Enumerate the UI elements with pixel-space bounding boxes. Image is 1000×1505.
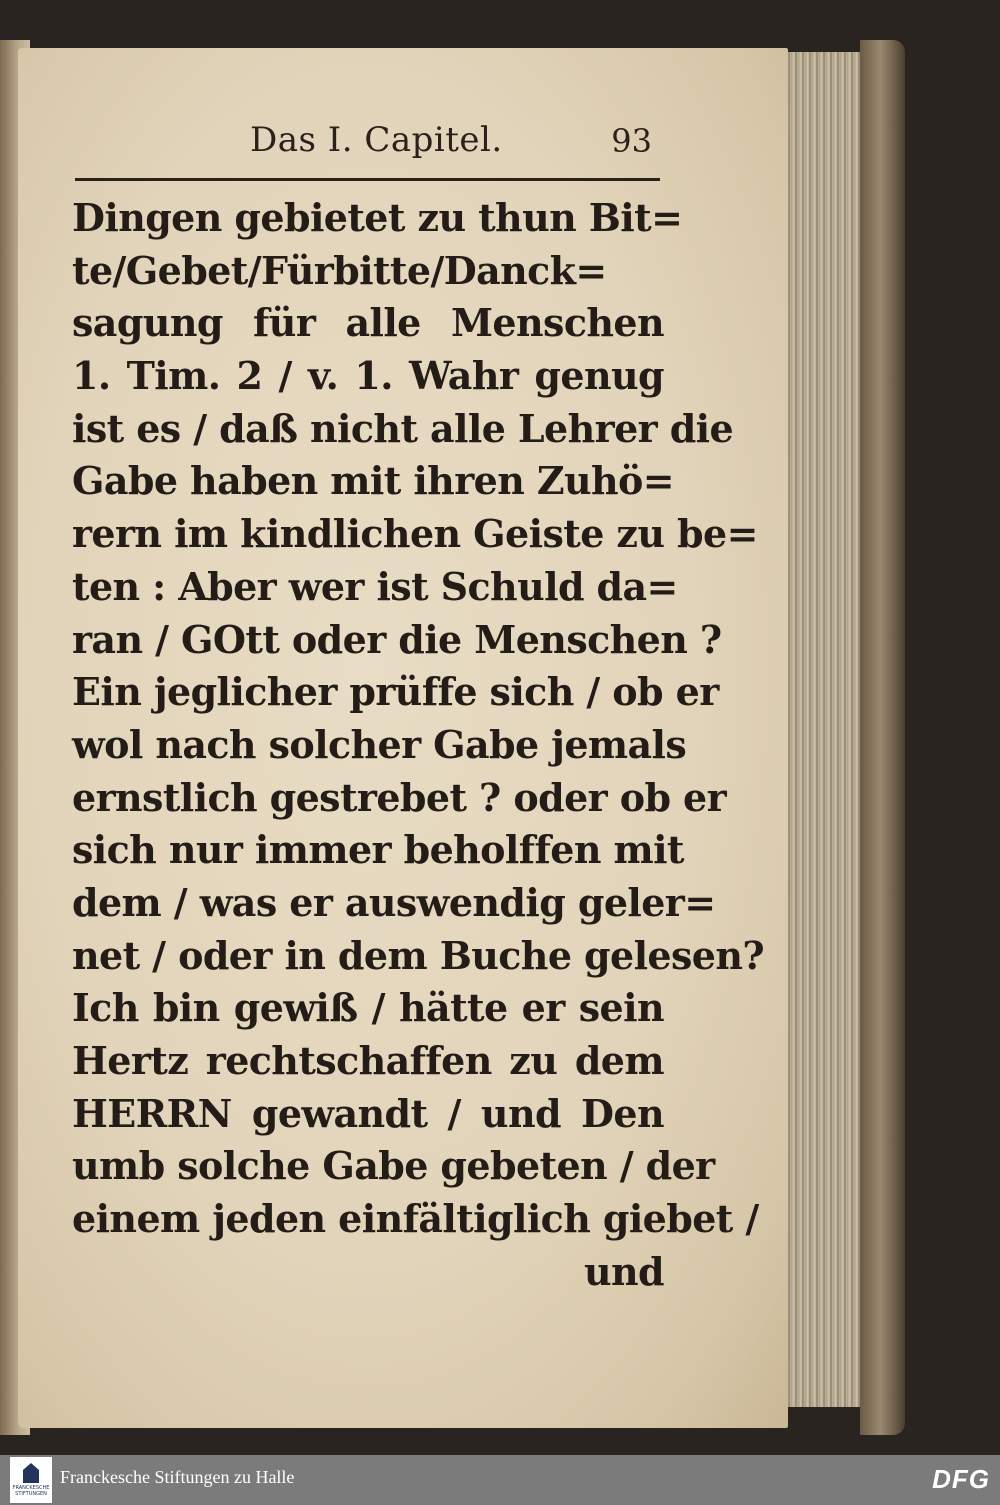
text-line: net / oder in dem Buche gelesen? <box>72 932 765 978</box>
text-line: sagung für alle Menschen <box>72 300 664 346</box>
page-header <box>75 112 660 172</box>
text-line: Gabe haben mit ihren Zuhö= <box>72 458 675 504</box>
text-line: Dingen gebietet zu thun Bit= <box>72 195 683 240</box>
text-line: ran / GOtt oder die Menschen ? <box>72 616 722 662</box>
text-line: Hertz rechtschaffen zu dem <box>72 1038 664 1083</box>
book-cover-edge <box>860 40 905 1435</box>
logo-text: FRANCKESCHE STIFTUNGEN <box>12 1485 50 1497</box>
text-line: Ein jeglicher prüffe sich / ob er <box>72 669 719 715</box>
body-text <box>72 192 765 1298</box>
text-line: einem jeden einfältiglich giebet / <box>72 1196 759 1242</box>
running-head: Das I. Capitel. <box>250 120 503 160</box>
text-line: HERRN gewandt / und Den <box>72 1090 664 1136</box>
text-line: rern im kindlichen Geiste zu be= <box>72 511 758 557</box>
text-line: ernstlich gestrebet ? oder ob er <box>72 774 727 820</box>
text-line: wol nach solcher Gabe jemals <box>72 721 687 767</box>
catchword: und <box>583 1248 664 1294</box>
viewer-footer <box>0 1455 1000 1505</box>
building-icon <box>23 1463 39 1483</box>
text-line: ist es / daß nicht alle Lehrer die <box>72 405 734 451</box>
institution-name[interactable]: Franckesche Stiftungen zu Halle <box>60 1467 295 1487</box>
text-line: sich nur immer beholffen mit <box>72 827 684 873</box>
text-line: te/Gebet/Fürbitte/Danck= <box>72 247 607 293</box>
text-line: dem / was er auswendig geler= <box>72 879 716 925</box>
page-number: 93 <box>611 122 652 160</box>
institution-logo[interactable] <box>10 1457 52 1503</box>
text-line: Ich bin gewiß / hätte er sein <box>72 985 664 1031</box>
text-line: umb solche Gabe gebeten / der <box>72 1143 715 1189</box>
dfg-logo[interactable]: DFG <box>932 1464 990 1494</box>
header-rule <box>75 178 660 181</box>
text-line: ten : Aber wer ist Schuld da= <box>72 563 678 609</box>
text-line: 1. Tim. 2 / v. 1. Wahr genug <box>72 353 664 399</box>
